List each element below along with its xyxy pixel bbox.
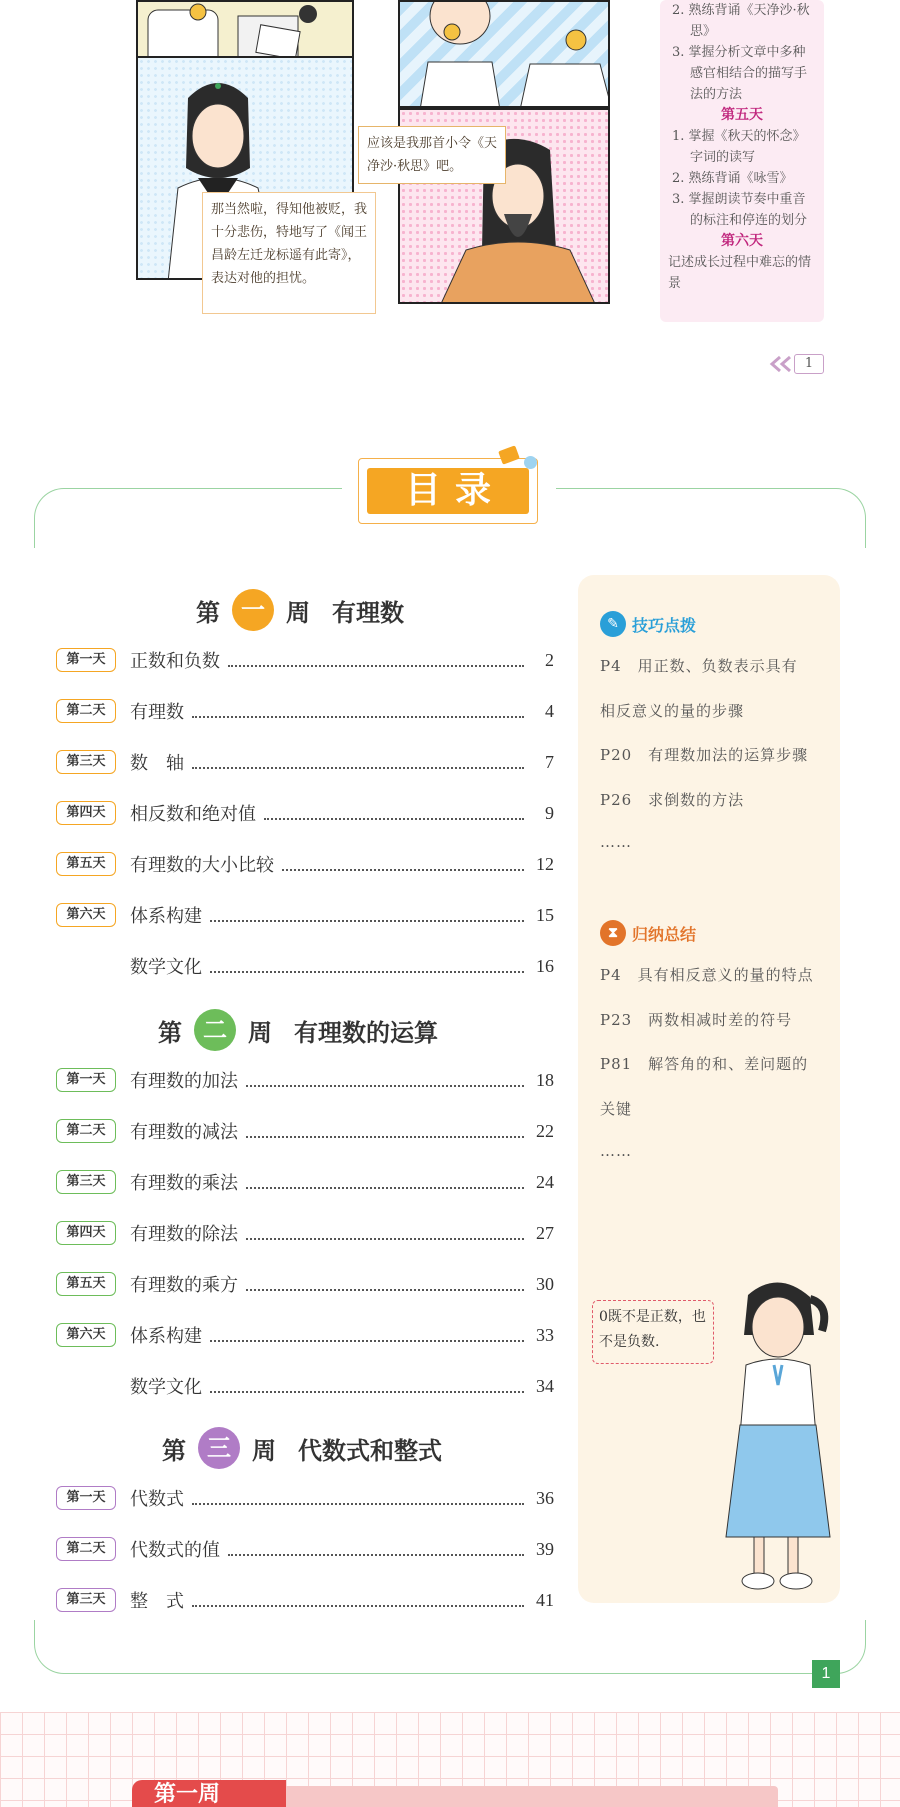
plan-line: 记述成长过程中难忘的情景 [668,255,812,291]
day-tag: 第五天 [56,1272,116,1296]
dot-leader [210,1328,524,1342]
entry-label: 有理数的乘方 [130,1275,238,1296]
contents-entry[interactable] [56,900,554,930]
contents-entry[interactable] [56,1320,554,1350]
contents-title: 目录 [367,468,529,514]
next-page-week-tab: 第一周 [132,1780,286,1807]
comic-panel-1 [136,0,354,58]
dot-leader [210,1379,524,1393]
students-illustration [400,2,610,108]
dot-leader [246,1277,524,1291]
week-heading [196,588,404,632]
contents-entry[interactable] [56,1116,554,1146]
plan-line: 1. 掌握《秋天的怀念》字词的读写 [672,129,806,165]
entry-label: 代数式 [130,1489,184,1510]
day-tag: 第六天 [56,1323,116,1347]
dot-leader [210,908,524,922]
comic-panel-3 [398,0,610,108]
dot-leader [282,857,524,871]
entry-label: 正数和负数 [130,651,220,672]
contents-entry[interactable] [56,1585,554,1615]
week-heading [162,1426,442,1470]
sidebar-line: 相反意义的量的步骤 [600,701,745,720]
plan-line: 2. 熟练背诵《咏雪》 [672,171,793,186]
day-tag: 第一天 [56,648,116,672]
plan-line: 2. 熟练背诵《天净沙·秋思》 [672,3,810,39]
entry-label: 有理数的除法 [130,1224,238,1245]
entry-label: 有理数的大小比较 [130,855,274,876]
entry-label: 数学文化 [130,957,202,978]
day-tag: 第六天 [56,903,116,927]
contents-entry[interactable] [56,645,554,675]
plan-line: 3. 掌握朗读节奏中重音的标注和停连的划分 [672,192,808,228]
title-decoration-dot [524,456,537,469]
girl-tip-bubble: 0既不是正数，也不是负数. [592,1300,714,1364]
entry-label: 有理数的加法 [130,1071,238,1092]
contents-entry[interactable] [56,696,554,726]
entry-page-number: 24 [536,1171,554,1192]
day-tag: 第五天 [56,852,116,876]
contents-entry[interactable] [56,1371,554,1401]
sidebar-line: P26 求倒数的方法 [600,790,745,809]
day-tag: 第二天 [56,1119,116,1143]
week-title: 有理数的运算 [294,1018,438,1047]
week-prefix: 第 [158,1018,182,1047]
sidebar-line: P20 有理数加法的运算步骤 [600,746,809,764]
plan-day-heading: 第五天 [721,107,763,123]
reporters-illustration [138,2,354,58]
entry-page-number: 36 [536,1487,554,1508]
week-prefix: 第 [196,598,220,627]
top-page-number: 1 [794,354,824,374]
girl-illustration [718,1275,836,1595]
week-title: 有理数 [332,598,404,627]
contents-entry[interactable] [56,798,554,828]
dot-leader [192,755,524,769]
entry-page-number: 2 [545,649,554,670]
contents-entry[interactable] [56,1534,554,1564]
dot-leader [210,959,524,973]
dot-leader [246,1073,524,1087]
tips-heading [600,611,696,637]
double-chevron-icon [768,354,794,374]
sidebar-line: P4 用正数、负数表示具有 [600,657,798,675]
contents-entry[interactable] [56,1167,554,1197]
contents-entry[interactable] [56,951,554,981]
page-number: 1 [812,1660,840,1688]
dot-leader [246,1175,524,1189]
day-tag [56,954,116,978]
entry-page-number: 18 [536,1069,554,1090]
dot-leader [264,806,524,820]
entry-page-number: 12 [536,853,554,874]
entry-page-number: 30 [536,1273,554,1294]
contents-entry[interactable] [56,1218,554,1248]
day-tag: 第二天 [56,699,116,723]
entry-page-number: 34 [536,1375,554,1396]
dot-leader [192,1491,524,1505]
entry-page-number: 33 [536,1324,554,1345]
speech-bubble-left: 那当然啦，得知他被贬，我十分悲伤，特地写了《闻王昌龄左迁龙标遥有此寄》，表达对他的担忧。 [202,192,376,314]
hourglass-icon: ⧗ [600,920,626,946]
contents-entry[interactable] [56,1483,554,1513]
tips-title: 技巧点拨 [632,615,697,635]
entry-page-number: 4 [545,700,554,721]
tips-icon: ✎ [600,611,626,637]
day-tag: 第二天 [56,1537,116,1561]
contents-entry[interactable] [56,747,554,777]
entry-label: 有理数 [130,702,184,723]
sidebar-line: P4 具有相反意义的量的特点 [600,966,814,984]
sidebar-panel [578,575,840,1603]
sidebar-line: P23 两数相减时差的符号 [600,1010,793,1029]
comic-strip [0,0,900,400]
dot-leader [228,653,524,667]
entry-label: 数 轴 [130,753,184,774]
day-tag: 第一天 [56,1486,116,1510]
dot-leader [192,704,524,718]
contents-title-box [358,458,538,524]
entry-label: 代数式的值 [130,1540,220,1561]
entry-page-number: 9 [545,802,554,823]
entry-page-number: 7 [545,751,554,772]
entry-label: 整 式 [130,1591,184,1612]
entry-page-number: 22 [536,1120,554,1141]
entry-label: 有理数的乘法 [130,1173,238,1194]
entry-label: 相反数和绝对值 [130,804,256,825]
contents-entry[interactable] [56,1269,554,1299]
day-tag [56,1374,116,1398]
entry-page-number: 16 [536,955,554,976]
sidebar-line: …… [600,1142,632,1160]
day-tag: 第四天 [56,801,116,825]
week-suffix: 周 [248,1018,272,1047]
study-plan-box [660,0,824,322]
summary-heading [600,920,696,946]
day-tag: 第三天 [56,1170,116,1194]
entry-label: 体系构建 [130,906,202,927]
plan-day-heading: 第六天 [721,233,763,249]
sidebar-line: …… [600,833,632,851]
entry-page-number: 15 [536,904,554,925]
day-tag: 第一天 [56,1068,116,1092]
plan-line: 3. 掌握分析文章中多种感官相结合的描写手法的方法 [672,45,808,102]
week-title: 代数式和整式 [298,1436,442,1465]
entry-label: 数学文化 [130,1377,202,1398]
day-tag: 第三天 [56,1588,116,1612]
sidebar-line: P81 解答角的和、差问题的 [600,1055,809,1073]
week-number-badge: 二 [194,1009,236,1051]
contents-entry[interactable] [56,1065,554,1095]
week-heading [158,1008,438,1052]
top-page-marker [768,354,814,378]
entry-label: 有理数的减法 [130,1122,238,1143]
dot-leader [246,1124,524,1138]
week-number-badge: 一 [232,589,274,631]
week-suffix: 周 [286,598,310,627]
day-tag: 第四天 [56,1221,116,1245]
dot-leader [228,1542,524,1556]
sidebar-line: 关键 [600,1099,633,1118]
entry-page-number: 39 [536,1538,554,1559]
dot-leader [192,1593,524,1607]
entry-label: 体系构建 [130,1326,202,1347]
entry-page-number: 41 [536,1589,554,1610]
week-number-badge: 三 [198,1427,240,1469]
week-prefix: 第 [162,1436,186,1465]
speech-bubble-right: 应该是我那首小令《天净沙·秋思》吧。 [358,126,506,184]
contents-entry[interactable] [56,849,554,879]
day-tag: 第三天 [56,750,116,774]
week-suffix: 周 [252,1436,276,1465]
entry-page-number: 27 [536,1222,554,1243]
dot-leader [246,1226,524,1240]
summary-title: 归纳总结 [632,924,697,944]
contents-frame-bottom [34,1620,866,1674]
